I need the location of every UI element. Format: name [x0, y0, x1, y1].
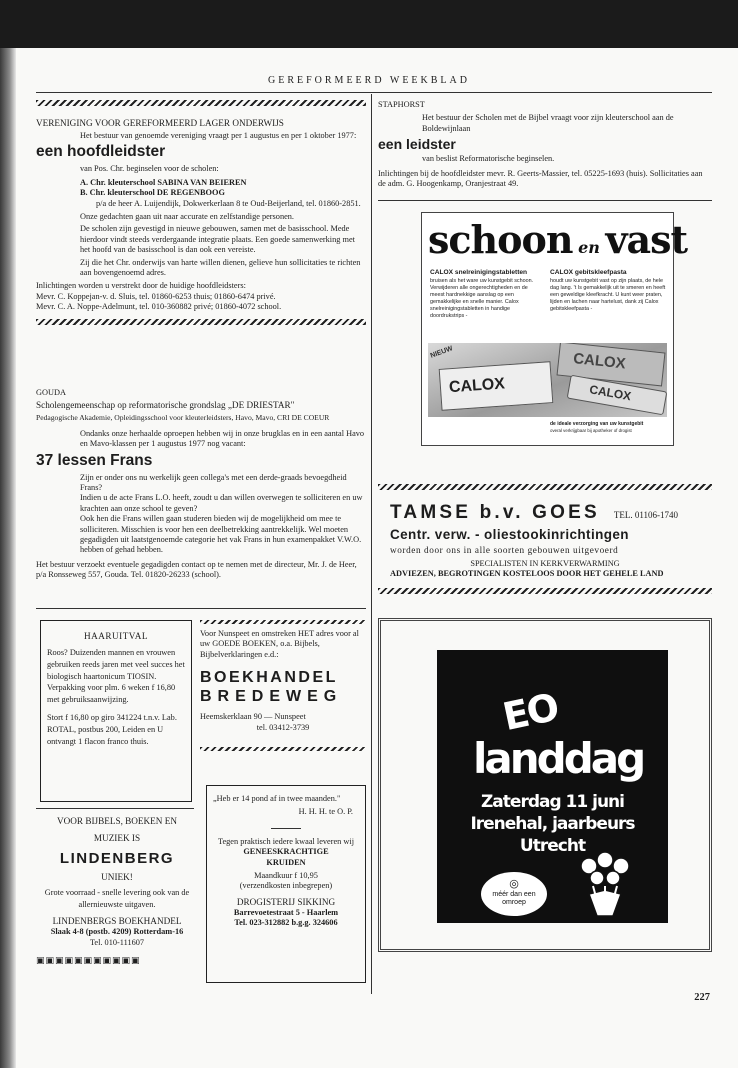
- ad-line: GENEESKRACHTIGE: [243, 847, 329, 857]
- shop-address: Barrevoetestraat 5 - Haarlem: [233, 907, 339, 917]
- city-label: STAPHORST: [378, 100, 425, 109]
- school-address: p/a de heer A. Luijendijk, Dokwerkerlaan 8 te Oud-Beijerland, tel. 01860-2851.: [96, 198, 361, 208]
- ad-paragraph: Zijn er onder ons nu werkelijk geen collega's met een derde-graads bevoegdheid Frans?: [80, 472, 347, 493]
- ad-contact: Mevr. C. Koppejan-v. d. Sluis, tel. 01860-6253 thuis; 01860-6474 privé.: [36, 291, 276, 301]
- position-title: 37 lessen Frans: [36, 451, 153, 469]
- wavy-border-bottom: [200, 747, 366, 751]
- product-title: CALOX gebitskleefpasta: [550, 269, 627, 276]
- column-divider: [371, 94, 372, 994]
- staphorst-ad: [378, 100, 712, 189]
- page-header: GEREFORMEERD WEEKBLAD: [268, 75, 470, 86]
- book-spine-shadow: [0, 48, 16, 1068]
- ad-paragraph: Ook hen die Frans willen gaan studeren bieden wij de mogelijkheid om mee te solliciteren. Misschien is voor hen een deelbetrekking aantrekkelijk. Wel moeten gegadigden uit laatstgenoemde categorie het vak Frans in hun examenpakket V.W.O. hebben of gehad hebben.: [80, 514, 362, 555]
- scan-top-border: [0, 0, 738, 48]
- ornament-row: [36, 956, 198, 966]
- shop-name: LINDENBERG: [59, 850, 175, 867]
- wavy-border-top: [200, 620, 366, 624]
- school-a: A. Chr. kleuterschool SABINA VAN BEIEREN: [80, 177, 247, 187]
- ad-line: SPECIALISTEN IN KERKVERWARMING: [470, 559, 620, 568]
- shop-name: BOEKHANDEL: [200, 669, 338, 687]
- position-title: een leidster: [378, 136, 456, 153]
- ad-line: Maandkuur f 10,95: [254, 871, 318, 881]
- section-rule: [378, 200, 712, 201]
- event-city: Utrecht: [519, 836, 586, 856]
- ad-paragraph: Onze gedachten gaan uit naar accurate en zelfstandige personen.: [80, 212, 294, 222]
- ad-info: Inlichtingen worden u verstrekt door de huidige hoofdleidsters:: [36, 281, 246, 291]
- ad-closing: Het bestuur verzoekt eventuele gegadigden contact op te nemen met de directeur, Mr. J. de Heer, p/a Ronsseweg 557, Gouda. Tel. 01820-26233 (school).: [36, 559, 357, 580]
- school-name: Scholengemeenschap op reformatorische grondslag „DE DRIESTAR": [36, 400, 295, 411]
- calox-advert: [421, 212, 688, 446]
- ad-lead: van Pos. Chr. beginselen voor de scholen:: [80, 164, 219, 174]
- sikking-ad: [206, 785, 366, 983]
- ad-intro: Het bestuur van genoemde vereniging vraagt per 1 augustus en per 1 oktober 1977:: [80, 131, 357, 140]
- ad-line: ADVIEZEN, BEGROTINGEN KOSTELOOS DOOR HET GEHELE LAND: [390, 569, 664, 579]
- ad-footer-sub: overal verkrijgbaar bij apotheker of drogist: [550, 428, 632, 433]
- company-name: TAMSE b.v. GOES: [390, 502, 600, 523]
- badge-text: méér dan een: [492, 891, 536, 898]
- product-title: CALOX snelreinigingstabletten: [430, 269, 528, 276]
- nieuw-badge: NIEUW: [429, 345, 454, 360]
- product-text: houdt uw kunstgebit vast op zijn plaats, de hele dag lang. 't Is gemakkelijk uit te smeren en heeft een geweldige kleefkracht. U kunt weer praten, lijden en lachen naar hartelust, dank zij Calox gebitskleefpasta -: [550, 278, 666, 312]
- gouda-ad: [36, 388, 366, 581]
- shop-address: Heemskerklaan 90 — Nunspeet: [200, 712, 306, 722]
- testimonial-signature: H. H. H. te O. P.: [298, 807, 353, 817]
- shop-full-name: LINDENBERGS BOEKHANDEL: [52, 916, 182, 927]
- shop-tel: tel. 03412-3739: [256, 722, 310, 732]
- vereniging-ad: [36, 100, 366, 325]
- company-tel: TEL. 01106-1740: [613, 510, 679, 520]
- ad-line: (verzendkosten inbegrepen): [239, 881, 333, 891]
- ad-paragraph: Zij die het Chr. onderwijs van harte willen dienen, gelieve hun sollicitaties te richten aan bovengenoemd adres.: [80, 257, 361, 278]
- ad-order: Stort f 16,80 op giro 341224 t.n.v. Lab. ROTAL, postbus 200, Leiden en U ontvangt 1 flacon franco thuis.: [47, 712, 177, 746]
- headline: vast: [605, 217, 688, 262]
- event-date: Zaterdag 11 juni: [480, 792, 624, 812]
- ad-line: MUZIEK IS: [93, 833, 141, 843]
- position-title: een hoofdleidster: [36, 143, 166, 161]
- badge-ring-icon: ◎: [509, 877, 519, 890]
- bredeweg-ad: [200, 620, 366, 751]
- ad-paragraph: Indien u de acte Frans L.O. heeft, zoudt u dan willen overwegen te solliciteren en uw krachten aan onze school te geven?: [80, 493, 363, 513]
- omroep-badge: [481, 872, 547, 916]
- shop-name: BREDEWEG: [200, 688, 343, 706]
- eo-logo: EO: [499, 684, 562, 740]
- box-label: CALOX: [588, 382, 633, 404]
- ad-body: Grote voorraad - snelle levering ook van de allernieuwste uitgaven.: [44, 888, 190, 909]
- ad-footer: de ideale verzorging van uw kunstgebit: [550, 421, 644, 427]
- ad-body: Voor Nunspeet en omstreken HET adres voor al uw GOEDE BOEKEN, o.a. Bijbels, Bijbelverklaringen e.d.:: [200, 629, 359, 659]
- ad-heading: VERENIGING VOOR GEREFORMEERD LAGER ONDERWIJS: [36, 118, 284, 128]
- ornament-icon: ▣▣▣▣▣▣▣▣▣▣▣: [36, 956, 141, 966]
- city-label: GOUDA: [36, 388, 66, 397]
- ad-title: HAARUITVAL: [83, 631, 149, 641]
- ad-line: Tegen praktisch iedere kwaal leveren wij: [217, 836, 355, 846]
- ad-info: Inlichtingen bij de hoofdleidster mevr. R. Geerts-Massier, tel. 05225-1693 (huis). Sollicitaties aan de adm. G. Hoogenkamp, Oranjestraat 49.: [378, 168, 703, 189]
- section-rule: [36, 608, 366, 609]
- wavy-border-bottom: [36, 319, 366, 325]
- badge-text: omroep: [502, 899, 526, 906]
- page-number: 227: [694, 992, 710, 1003]
- ad-paragraph: De scholen zijn gevestigd in nieuwe gebouwen, samen met de basisschool. Mede hierdoor vindt steeds verdergaande integratie plaats. Een goede samenwerking met het hoofd van de basisschool is dan ook een vereiste.: [80, 224, 355, 255]
- short-rule: [271, 828, 301, 829]
- flower-bouquet-icon: [569, 850, 639, 920]
- lindenberg-ad: [36, 812, 198, 966]
- company-service: Centr. verw. - oliestookinrichtingen: [390, 527, 629, 542]
- school-sub: Pedagogische Akademie, Opleidingsschool voor kleuterleidsters, Havo, Mavo, CRI DE COEUR: [36, 413, 330, 423]
- ad-intro: Het bestuur der Scholen met de Bijbel vraagt voor zijn kleuterschool aan de Boldewijnlaan: [422, 113, 674, 133]
- wavy-border-top: [36, 100, 366, 106]
- headline: en: [578, 238, 600, 257]
- headline: schoon: [428, 217, 573, 262]
- ad-line: VOOR BIJBELS, BOEKEN EN: [57, 816, 177, 826]
- school-b: B. Chr. kleuterschool DE REGENBOOG: [80, 188, 225, 198]
- section-rule: [36, 808, 194, 809]
- shop-tel: Tel. 010-111607: [89, 937, 145, 947]
- ad-contact: Mevr. C. A. Noppe-Adelmunt, tel. 010-360882 privé; 01860-4072 school.: [36, 302, 282, 312]
- ad-intro: Ondanks onze herhaalde oproepen hebben wij in onze brugklas en in een aantal Havo en Mavo-klassen per 1 augustus 1977 nog vacant:: [80, 428, 365, 449]
- header-rule: [36, 92, 712, 93]
- product-text: bruisen als het ware uw kunstgebit schoon. Verwijderen alle ongerechtigheden en de meest hardnekkige aanslag op een gemakkelijke en snelle manier. Calox snelreinigingstabletten in handige doordrukstrips -: [430, 278, 534, 319]
- ad-line: worden door ons in alle soorten gebouwen uitgevoerd: [390, 545, 619, 555]
- ad-line: UNIEK!: [101, 872, 133, 882]
- box-label: CALOX: [448, 375, 506, 397]
- shop-name: DROGISTERIJ SIKKING: [236, 896, 336, 907]
- product-photo: [428, 343, 667, 417]
- shop-tel: Tel. 023-312882 b.g.g. 324606: [234, 918, 338, 928]
- ad-line: KRUIDEN: [266, 857, 306, 867]
- event-title: landdag: [473, 734, 644, 783]
- box-label: CALOX: [572, 350, 627, 373]
- calox-box: [439, 361, 554, 411]
- tamse-ad: [378, 484, 712, 594]
- event-venue: Irenehal, jaarbeurs: [470, 814, 635, 834]
- wavy-border-bottom: [378, 588, 712, 594]
- ad-body: Roos? Duizenden mannen en vrouwen gebruiken reeds jaren met veel succes het biologisch haartonicum TIOSIN. Verpakking voor plm. 6 weken f 16,80 met gebruiksaanwijzing.: [47, 648, 185, 705]
- eo-landdag-poster: [437, 650, 668, 923]
- haaruitval-ad: [40, 620, 192, 802]
- product-col-1: [430, 269, 542, 320]
- product-col-2: [550, 269, 666, 313]
- wavy-border-top: [378, 484, 712, 490]
- testimonial-quote: „Heb er 14 pond af in twee maanden.": [213, 794, 341, 803]
- ad-lead: van beslist Reformatorische beginselen.: [422, 154, 555, 164]
- shop-address: Slaak 4-8 (postb. 4209) Rotterdam-16: [50, 927, 184, 937]
